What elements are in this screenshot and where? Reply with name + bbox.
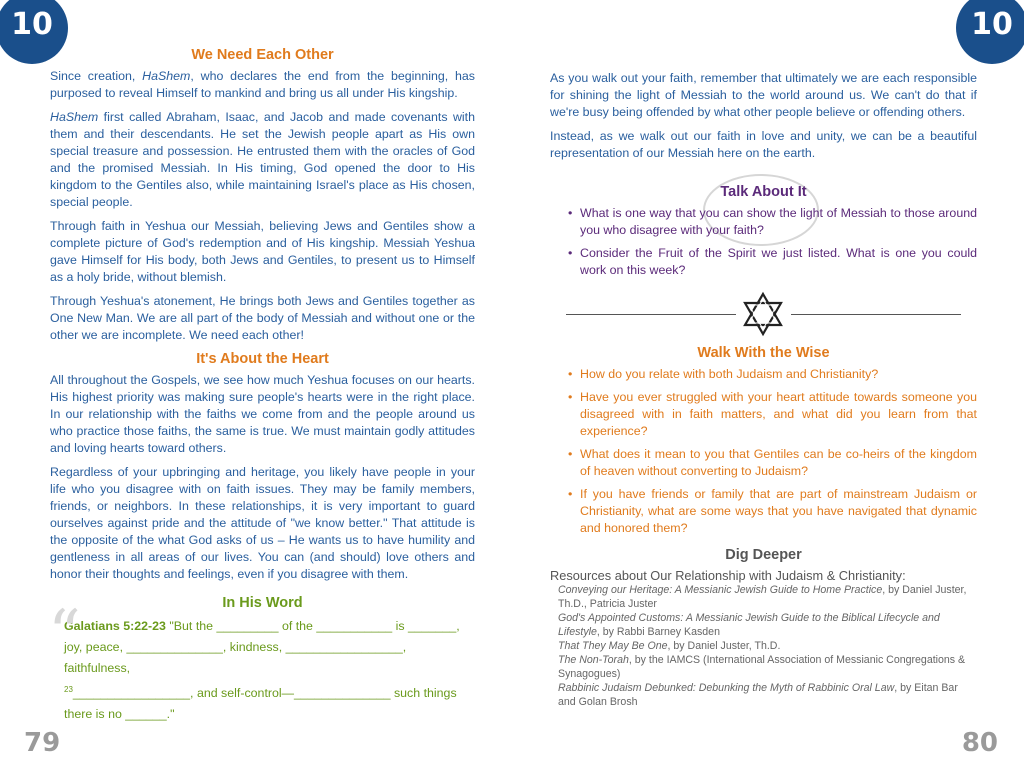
paragraph: Through Yeshua's atonement, He brings both Jews and Gentiles together as One New Man. We are all part of the body of Messiah and without one or the other we are incomplete. We need each other! xyxy=(50,294,475,342)
paragraph: Since creation, HaShem, who declares the end from the beginning, has purposed to reveal Himself to mankind and bring us all under His kingship. xyxy=(50,69,475,100)
page-number-right: 80 xyxy=(961,728,998,758)
heading-talk-about-it: Talk About It xyxy=(720,184,807,200)
verse-reference: Galatians 5:22-23 xyxy=(64,619,166,633)
heading-in-his-word: In His Word xyxy=(222,595,303,611)
paragraph: Through faith in Yeshua our Messiah, believing Jews and Gentiles show a complete picture of God's redemption and of His kingship. Messiah Yeshua gave Himself for His body, both Jews and Gentiles, to present us to Himself as a holy bride, without blemish. xyxy=(50,219,475,284)
list-item: That They May Be One, by Daniel Juster, Th.D. xyxy=(558,640,781,652)
wise-list xyxy=(550,366,977,537)
list-item: • If you have friends or family that are part of mainstream Judaism or Christianity, what are some ways that you have navigated that dynamic and honored them? xyxy=(550,486,977,537)
talk-list xyxy=(550,205,977,279)
list-item: • What does it mean to you that Gentiles can be co-heirs of the kingdom of heaven without converting to Judaism? xyxy=(550,446,977,480)
talk-about-it-section xyxy=(550,184,977,279)
section-divider xyxy=(550,289,977,339)
left-page xyxy=(50,44,475,725)
list-item: • What is one way that you can show the light of Messiah to those around you who disagree with your faith? xyxy=(550,205,977,239)
paragraph: Regardless of your upbringing and heritage, you likely have people in your life who you disagree with on faith issues. They may be family members, friends, or neighbors. In these relationships, it is very important to guard ourselves against pride and the attitude of "we know better." That attitude is the opposite of the what God asks of us – He wants us to have humility and gentleness in all areas of our lives. You can (and should) love others and honor their thoughts and feelings, even if you disagree with them. xyxy=(50,465,475,581)
list-item: Conveying our Heritage: A Messianic Jewish Guide to Home Practice, by Daniel Juster, Th.D., Patricia Juster xyxy=(558,584,967,610)
page-number-left: 79 xyxy=(24,728,61,758)
list-item: Rabbinic Judaism Debunked: Debunking the Myth of Rabbinic Oral Law, by Eitan Bar and Golan Brosh xyxy=(558,682,958,708)
heading-about-the-heart: It's About the Heart xyxy=(196,351,329,367)
star-of-david-icon xyxy=(740,291,786,337)
scripture-fill-in: “ Galatians 5:22-23 "But the _________ of the ___________ is _______, joy, peace, ______________, kindness, _________________, faithfulness, $^{23}$_________________, and self-control—______________ such things there is no ______." xyxy=(48,597,460,722)
chapter-number: 10 xyxy=(11,7,53,42)
list-item: • Consider the Fruit of the Spirit we just listed. What is one you could work on this week? xyxy=(550,245,977,279)
chapter-badge-right xyxy=(956,0,1024,64)
list-item: • How do you relate with both Judaism and Christianity? xyxy=(550,366,977,383)
heading-walk-with-the-wise: Walk With the Wise xyxy=(697,345,830,361)
quote-mark-icon: “ xyxy=(48,597,81,671)
resources-title: Resources about Our Relationship with Judaism & Christianity: xyxy=(550,568,906,583)
list-item: God's Appointed Customs: A Messianic Jewish Guide to the Biblical Lifecycle and Lifestyle, by Rabbi Barney Kasden xyxy=(558,612,940,638)
paragraph: HaShem first called Abraham, Isaac, and Jacob and made covenants with them and their descendants. He set the Jewish people apart as His own special treasure and possession. He entrusted them with the oracles of God and the promised Messiah. In His timing, God opened the door to His kingdom to the Gentiles also, while maintaining Israel's place as His chosen, special people. xyxy=(50,110,475,209)
right-page xyxy=(550,70,977,709)
chapter-number: 10 xyxy=(971,7,1013,42)
paragraph: Instead, as we walk out our faith in love and unity, we can be a beautiful representation of our Messiah here on the earth. xyxy=(550,129,977,160)
list-item: The Non-Torah, by the IAMCS (International Association of Messianic Congregations & Synagogues) xyxy=(558,654,966,680)
paragraph: All throughout the Gospels, we see how much Yeshua focuses on our hearts. His highest priority was making sure people's hearts were in the right place. In our relationship with the faiths we come from and the people around us who practice those faiths, the same is true. We must maintain godly attitudes and loving hearts toward others. xyxy=(50,373,475,455)
heading-we-need-each-other: We Need Each Other xyxy=(191,47,334,63)
list-item: • Have you ever struggled with your heart attitude towards someone you disagreed with in faith matters, and what did you learn from that experience? xyxy=(550,389,977,440)
paragraph: As you walk out your faith, remember that ultimately we are each responsible for shining the light of Messiah to the world around us. We can't do that if we're busy being offended by what other people believe or offending others. xyxy=(550,71,977,119)
resource-list xyxy=(550,583,977,709)
heading-dig-deeper: Dig Deeper xyxy=(725,547,802,563)
